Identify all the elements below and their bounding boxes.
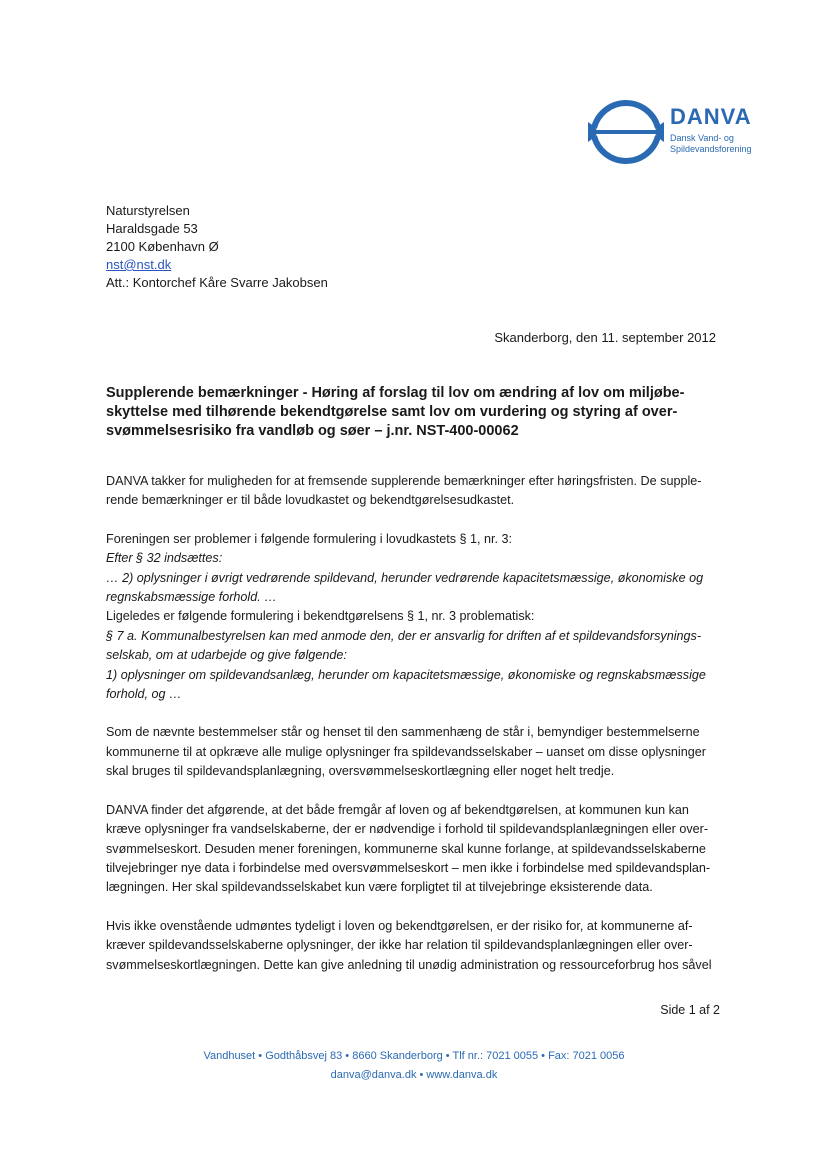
body-line: DANVA finder det afgørende, at det både fremgår af loven og af bekendtgørelsen, at kommunen kun kan: [106, 802, 689, 817]
body-line-quote: selskab, om at udarbejde og give følgende:: [106, 648, 347, 663]
body-line: kræver spildevandsselskaberne oplysninger, der ikke har relation til spildevandsplanlægningen eller over-: [106, 938, 693, 953]
body-line-quote: regnskabsmæssige forhold. …: [106, 590, 277, 605]
body-line-quote: … 2) oplysninger i øvrigt vedrørende spildevand, herunder vedrørende kapacitetsmæssige, økonomiske og: [106, 570, 704, 585]
body-line: tilvejebringer nye data i forbindelse med oversvømmelseskort – men ikke i forbindelse med spildevandsplan-: [106, 860, 711, 875]
recipient-city: 2100 København Ø: [106, 239, 219, 254]
recipient-attention: Att.: Kontorchef Kåre Svarre Jakobsen: [106, 275, 328, 290]
danva-logo: [586, 92, 766, 172]
body-line-quote: forhold, og …: [106, 687, 182, 702]
body-line-quote: § 7 a. Kommunalbestyrelsen kan med anmode den, der er ansvarlig for driften af et spildevandsforsynings-: [106, 628, 702, 643]
body-line: svømmelseskortlægningen. Dette kan give anledning til unødig administration og ressourceforbrug hos såvel: [106, 957, 712, 972]
body-line: skal bruges til spildevandsplanlægning, oversvømmelseskortlægning eller noget helt tredje.: [106, 764, 615, 779]
body-line-quote: Efter § 32 indsættes:: [106, 551, 223, 566]
logo-subtitle-line2: Spildevandsforening: [670, 144, 752, 154]
body-line: DANVA takker for muligheden for at fremsende supplerende bemærkninger efter høringsfristen. De supple-: [106, 474, 702, 488]
body-line: Ligeledes er følgende formulering i bekendtgørelsens § 1, nr. 3 problematisk:: [106, 609, 535, 624]
letter-footer: [0, 1047, 828, 1085]
title-line: Supplerende bemærkninger - Høring af forslag til lov om ændring af lov om miljøbe-: [106, 385, 685, 401]
body-line: Hvis ikke ovenstående udmøntes tydeligt i loven og bekendtgørelsen, er der risiko for, at kommunerne af-: [106, 918, 693, 933]
danva-ring-icon: [586, 92, 666, 172]
footer-web-line: danva@danva.dk • www.danva.dk: [330, 1069, 498, 1081]
footer-contact-line: Vandhuset • Godthåbsvej 83 • 8660 Skanderborg • Tlf nr.: 7021 0055 • Fax: 7021 0056: [203, 1050, 625, 1062]
body-line: kommunerne til at opkræve alle mulige oplysninger fra spildevandsselskaber – uanset om disse oplysninger: [106, 744, 706, 759]
paragraph-gap: [106, 782, 726, 801]
paragraph-gap: [106, 704, 726, 723]
body-line: svømmelseskort. Desuden mener foreningen, kommunerne skal kunne forlange, at spildevandsselskaberne: [106, 841, 706, 856]
recipient-street: Haraldsgade 53: [106, 221, 198, 236]
body-line-quote: 1) oplysninger om spildevandsanlæg, herunder om kapacitetsmæssige, økonomiske og regnskabsmæssige: [106, 667, 706, 682]
logo-subtitle: [670, 133, 752, 155]
logo-name: DANVA: [670, 104, 752, 129]
letter-date: Skanderborg, den 11. september 2012: [494, 330, 716, 345]
body-line: rende bemærkninger er til både lovudkastet og bekendtgørelsesudkastet.: [106, 493, 515, 508]
recipient-name: Naturstyrelsen: [106, 203, 190, 218]
recipient-address: [106, 202, 328, 292]
body-line: lægningen. Her skal spildevandsselskabet kun være forpligtet til at tilvejebringe eksisterende data.: [106, 880, 653, 895]
title-line: svømmelsesrisiko fra vandløb og søer – j.nr. NST-400-00062: [106, 423, 519, 439]
paragraph-gap: [106, 898, 726, 917]
logo-subtitle-line1: Dansk Vand- og: [670, 133, 734, 143]
body-line: Som de nævnte bestemmelser står og henset til den sammenhæng de står i, bemyndiger bestemmelserne: [106, 725, 700, 740]
paragraph-gap: [106, 511, 726, 530]
letter-body: [106, 472, 726, 975]
letter-title: [106, 384, 726, 441]
body-line: kræve oplysninger fra vandselskaberne, der er nødvendige i forhold til spildevandsplanlægningen eller over-: [106, 822, 709, 837]
body-line: Foreningen ser problemer i følgende formulering i lovudkastets § 1, nr. 3:: [106, 531, 513, 546]
page-number: Side 1 af 2: [660, 1003, 720, 1017]
recipient-email-link[interactable]: nst@nst.dk: [106, 257, 172, 272]
title-line: skyttelse med tilhørende bekendtgørelse samt lov om vurdering og styring af over-: [106, 404, 678, 420]
